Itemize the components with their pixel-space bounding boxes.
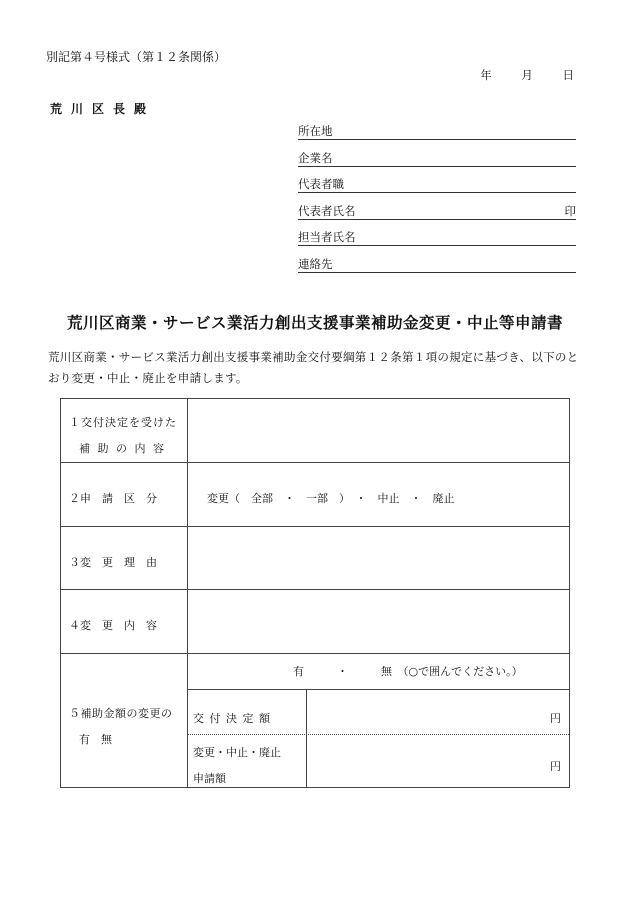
contact-person-label: 担当者氏名 — [298, 230, 356, 244]
rep-name-field[interactable] — [298, 204, 576, 220]
rep-title-label: 代表者職 — [298, 177, 344, 191]
row4-label: ４変 更 内 容 — [69, 619, 157, 632]
row-divider-dotted — [187, 734, 569, 735]
intro-text: 荒川区商業・サービス業活力創出支援事業補助金交付要綱第１２条第１項の規定に基づき、以下のとおり変更・中止・廃止を申請します。 — [48, 350, 579, 385]
row-divider — [61, 653, 569, 654]
change-amount-label-line1: 変更・中止・廃止 — [193, 746, 281, 759]
date-day: 日 — [562, 68, 574, 82]
row5-label-line1: ５補助金額の変更の — [69, 707, 173, 720]
row1-label-line2: 補 助 の 内 容 — [79, 442, 166, 455]
document-title: 荒川区商業・サービス業活力創出支援事業補助金変更・中止等申請書 — [66, 314, 563, 332]
rep-title-field[interactable] — [298, 177, 576, 193]
date-month: 月 — [521, 68, 533, 82]
row4-input[interactable] — [188, 590, 568, 652]
row1-label-line1: １交付決定を受けた — [69, 416, 177, 429]
row1-input[interactable] — [188, 400, 568, 461]
contact-field[interactable] — [298, 257, 576, 273]
address-field[interactable] — [298, 124, 576, 140]
row3-label: ３変 更 理 由 — [69, 556, 157, 569]
grant-decision-label: 交 付 決 定 額 — [193, 712, 271, 725]
address-label: 所在地 — [298, 124, 333, 138]
contact-label: 連絡先 — [298, 257, 333, 271]
row-divider — [187, 689, 569, 690]
column-divider — [306, 689, 307, 787]
seal-mark: 印 — [564, 204, 576, 218]
date-line — [480, 67, 574, 83]
row2-label: ２申 請 区 分 — [69, 492, 157, 505]
row5-label-line2: 有 無 — [79, 733, 112, 746]
contact-person-field[interactable] — [298, 230, 576, 246]
row5-choice[interactable]: 有 ・ 無 （○で囲んでください。） — [293, 665, 523, 678]
change-amount-label-line2: 申請額 — [193, 772, 226, 785]
company-label: 企業名 — [298, 151, 333, 165]
row-divider — [61, 462, 569, 463]
addressee: 荒川区長殿 — [50, 102, 156, 116]
company-field[interactable] — [298, 151, 576, 167]
change-amount-unit: 円 — [550, 760, 561, 773]
application-table — [60, 398, 570, 788]
rep-name-label: 代表者氏名 — [298, 204, 356, 218]
date-year: 年 — [480, 68, 492, 82]
row2-value[interactable]: 変更（ 全部 ・ 一部 ） ・ 中止 ・ 廃止 — [207, 492, 455, 505]
form-number: 別記第４号様式（第１２条関係） — [46, 50, 227, 64]
grant-decision-unit: 円 — [550, 712, 561, 725]
row3-input[interactable] — [188, 527, 568, 588]
